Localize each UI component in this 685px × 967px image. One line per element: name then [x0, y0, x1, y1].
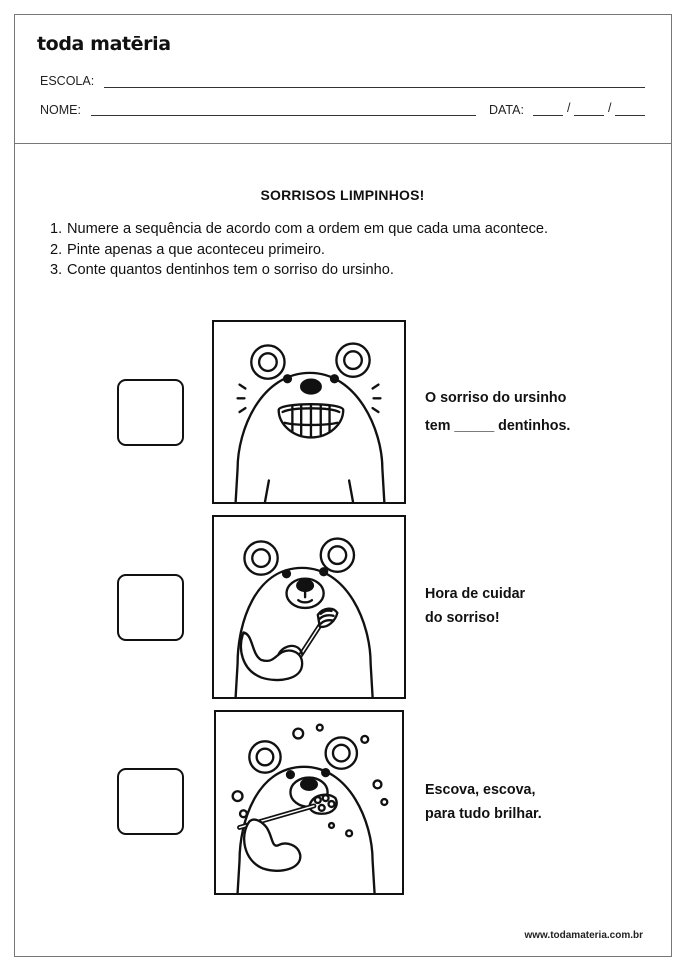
date-separator: /: [567, 101, 571, 115]
date-year-field[interactable]: [615, 115, 645, 116]
worksheet-title: SORRISOS LIMPINHOS!: [260, 187, 425, 203]
instruction-text: Pinte apenas a que aconteceu primeiro.: [67, 241, 325, 258]
header-divider: [14, 143, 672, 144]
instructions-list: [50, 219, 548, 281]
caption-2: [425, 586, 525, 626]
bear-brushing-teeth-icon: [216, 712, 402, 893]
escola-label: ESCOLA:: [40, 74, 95, 88]
caption-line: Escova, escova,: [425, 782, 536, 798]
caption-line: para tudo brilhar.: [425, 806, 542, 822]
caption-3: [425, 782, 542, 822]
instruction-item: [50, 260, 548, 281]
instruction-item: [50, 219, 548, 240]
instruction-text: Numere a sequência de acordo com a ordem em que cada uma acontece.: [67, 221, 549, 237]
instruction-text: Conte quantos dentinhos tem o sorriso do ursinho.: [67, 262, 394, 278]
brand-logo: toda matēria: [37, 33, 171, 55]
answer-box-1[interactable]: [117, 379, 184, 446]
panel-bear-brushing: [214, 710, 404, 895]
date-month-field[interactable]: [574, 115, 604, 116]
caption-line: tem _____ dentinhos.: [425, 418, 571, 434]
nome-field[interactable]: [91, 115, 476, 116]
instruction-number: 3.: [50, 262, 63, 278]
caption-line: do sorriso!: [425, 610, 500, 626]
footer-url: www.todamateria.com.br: [524, 930, 643, 941]
date-separator: /: [608, 101, 612, 115]
nome-label: NOME:: [40, 103, 81, 117]
answer-box-2[interactable]: [117, 574, 184, 641]
panel-bear-toothbrush: [212, 515, 406, 699]
caption-line: O sorriso do ursinho: [425, 390, 567, 406]
instruction-number: 1.: [50, 221, 63, 237]
bear-smiling-teeth-icon: [214, 322, 404, 502]
escola-field[interactable]: [104, 87, 645, 88]
caption-line: Hora de cuidar: [425, 586, 526, 602]
bear-holding-toothbrush-icon: [214, 517, 404, 697]
instruction-number: 2.: [50, 241, 63, 258]
caption-1: [425, 390, 570, 434]
data-label: DATA:: [489, 103, 524, 117]
panel-bear-smiling: [212, 320, 406, 504]
date-day-field[interactable]: [533, 115, 563, 116]
answer-box-3[interactable]: [117, 768, 184, 835]
instruction-item: [50, 240, 548, 261]
